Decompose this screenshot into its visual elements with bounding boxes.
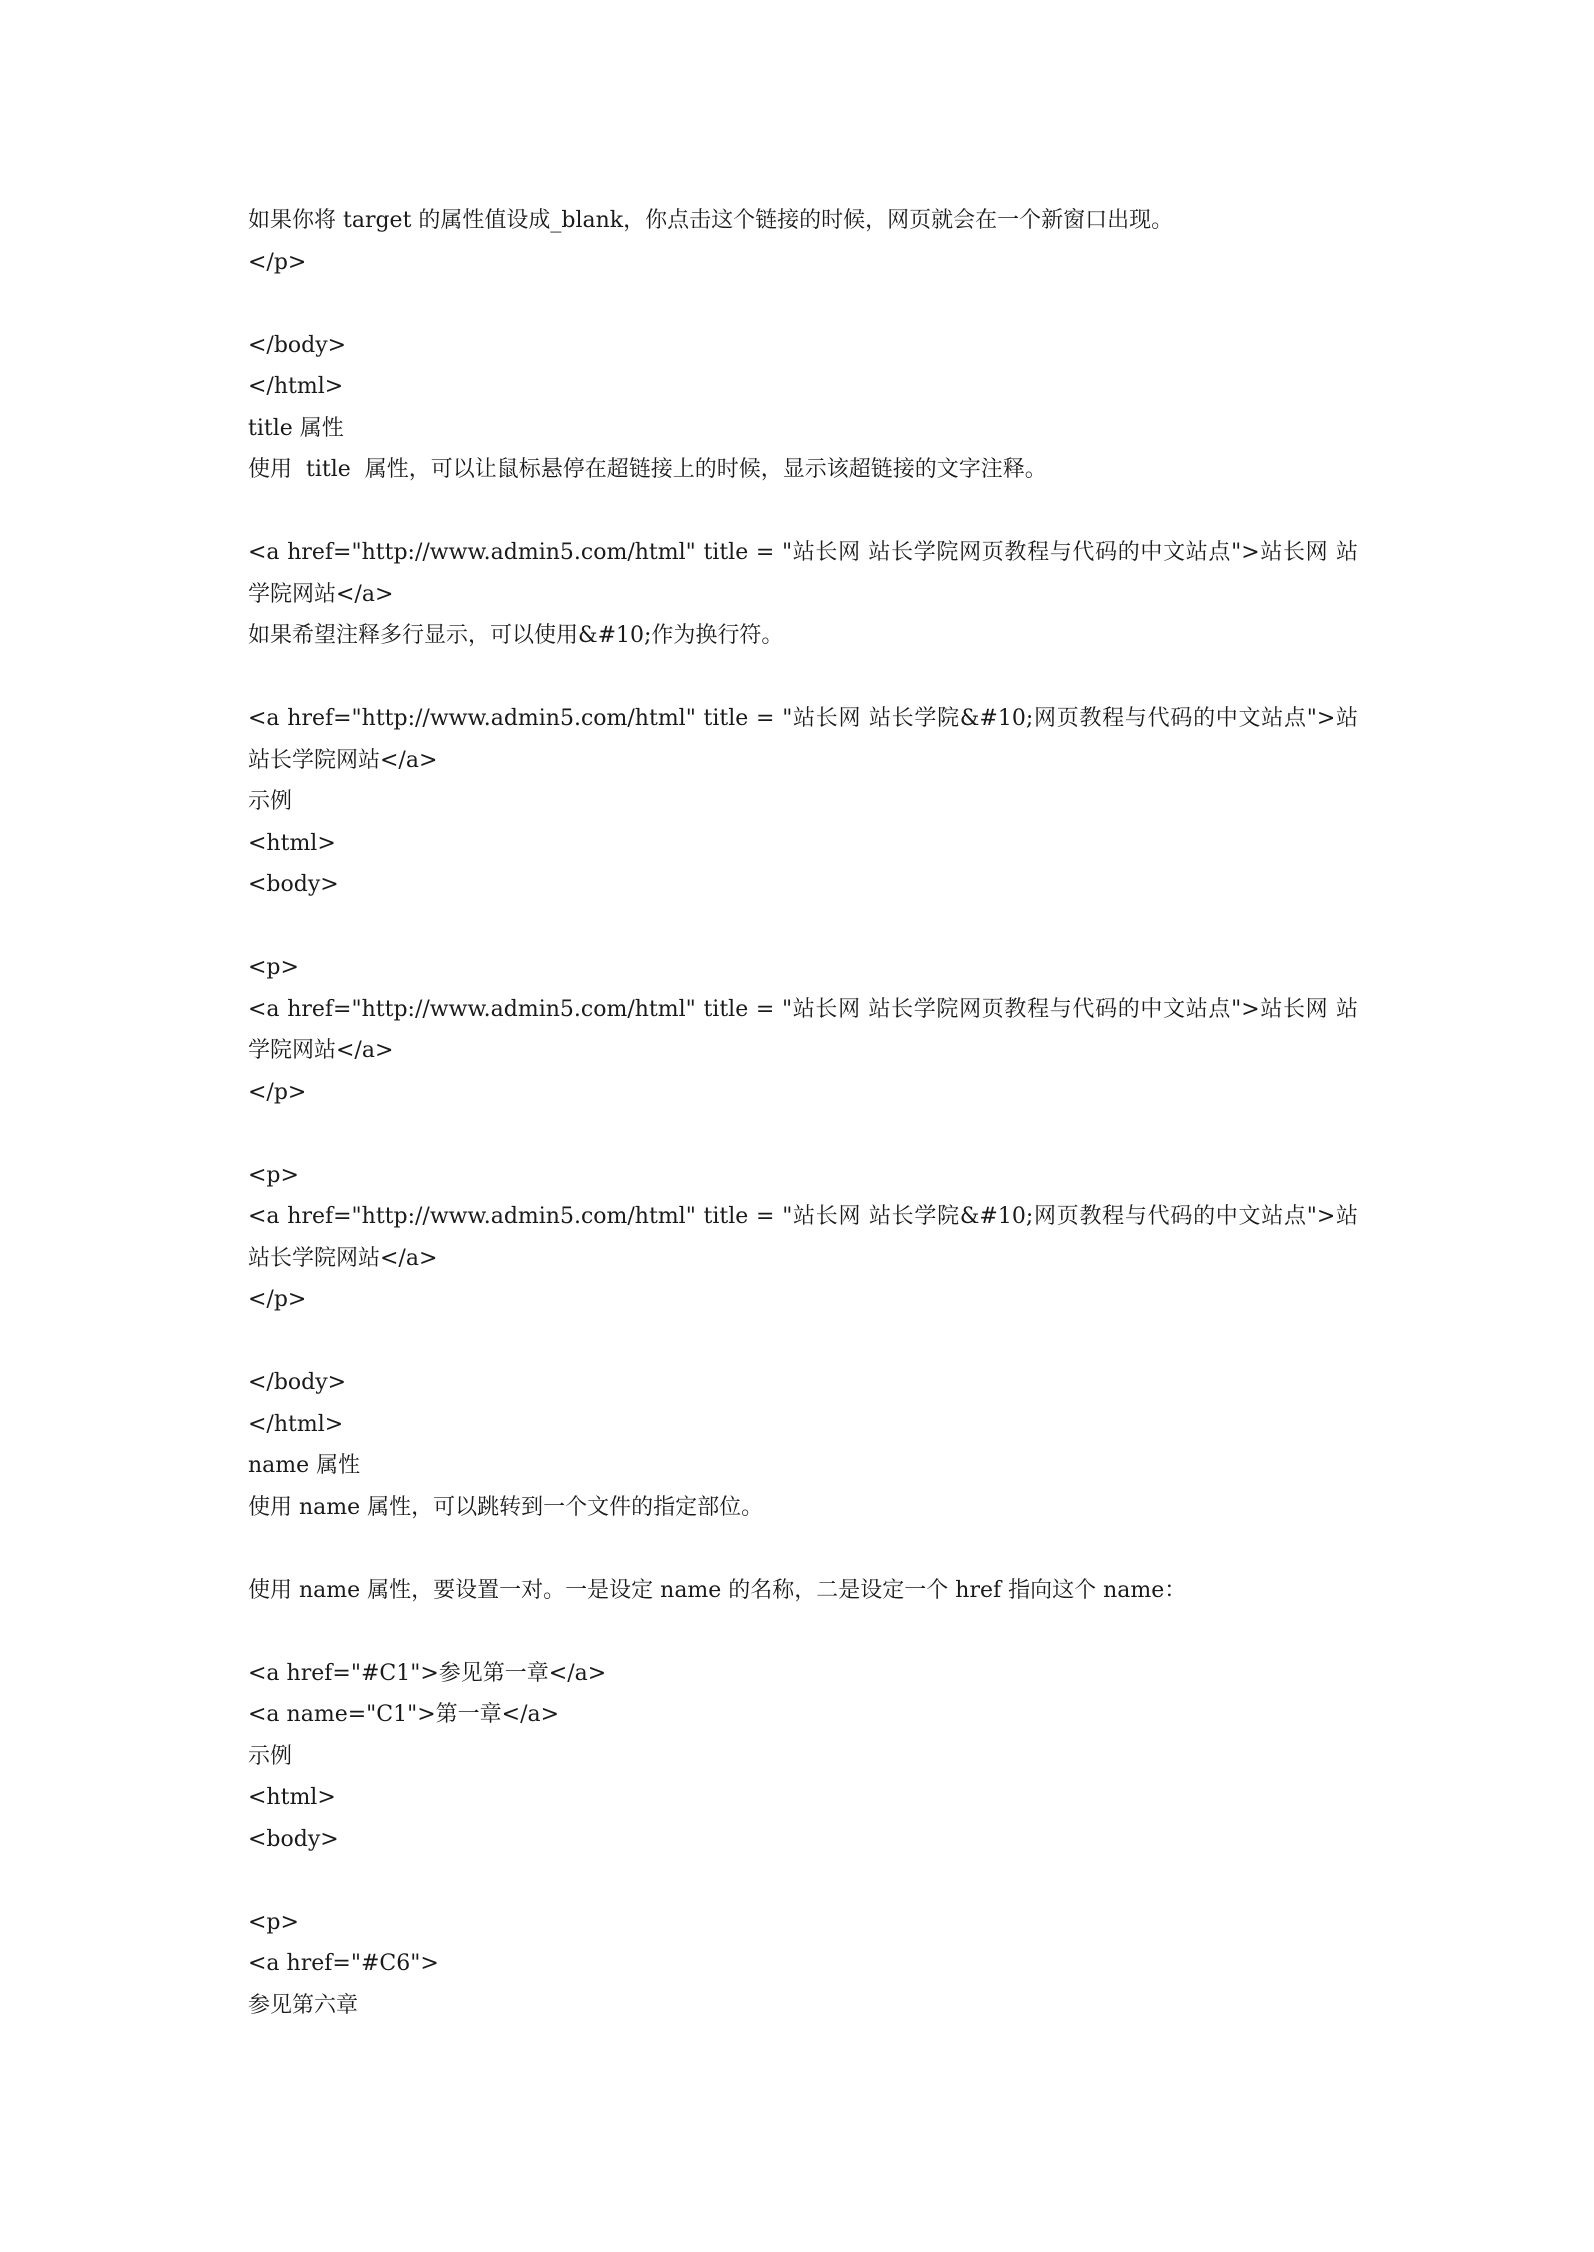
text-line: <a href="http://www.admin5.com/html" title = "站长网 站长学院&#10;网页教程与代码的中文站点">站: [248, 706, 1358, 731]
text-line: <a name="C1">第一章</a>: [248, 1702, 560, 1727]
text-line: title 属性: [248, 415, 344, 441]
text-line: 如果你将 target 的属性值设成_blank，你点击这个链接的时候，网页就会在一个新窗口出现。: [248, 208, 1174, 233]
text-line: <a href="#C1">参见第一章</a>: [248, 1660, 607, 1686]
blank-line: [248, 1611, 1358, 1653]
text-line: </html>: [248, 1411, 344, 1437]
text-line: <a href="http://www.admin5.com/html" title = "站长网 站长学院网页教程与代码的中文站点">站长网 站: [248, 540, 1358, 565]
blank-line: [248, 491, 1358, 533]
text-line: </p>: [248, 249, 307, 275]
text-line: 学院网站</a>: [248, 581, 394, 607]
text-line: </p>: [248, 1287, 307, 1312]
text-line: <body>: [248, 1826, 339, 1852]
text-line: </body>: [248, 332, 347, 358]
blank-line: [248, 283, 1358, 325]
text-line: 使用 title 属性，可以让鼠标悬停在超链接上的时候，显示该超链接的文字注释。: [248, 457, 1047, 482]
text-line: </p>: [248, 1079, 307, 1105]
text-line: <html>: [248, 1785, 336, 1810]
text-line: <a href="http://www.admin5.com/html" title = "站长网 站长学院网页教程与代码的中文站点">站长网 站: [248, 996, 1358, 1022]
text-line: <p>: [248, 1909, 299, 1935]
text-line: <a href="#C6">: [248, 1951, 439, 1976]
text-line: 站长学院网站</a>: [248, 747, 438, 773]
text-line: 示例: [248, 789, 293, 814]
text-line: 如果希望注释多行显示，可以使用&#10;作为换行符。: [248, 623, 784, 648]
blank-line: [248, 1528, 1358, 1570]
text-line: </html>: [248, 374, 344, 399]
text-line: <html>: [248, 830, 336, 856]
text-line: name 属性: [248, 1453, 361, 1478]
text-line: </body>: [248, 1370, 347, 1395]
text-line: 示例: [248, 1743, 293, 1769]
blank-line: [248, 906, 1358, 948]
text-line: <p>: [248, 1162, 299, 1188]
text-line: <p>: [248, 955, 299, 980]
text-line: <body>: [248, 872, 339, 897]
text-line: 站长学院网站</a>: [248, 1245, 438, 1271]
blank-line: [248, 657, 1358, 699]
blank-line: [248, 1113, 1358, 1155]
text-line: 使用 name 属性，要设置一对。一是设定 name 的名称，二是设定一个 href 指向这个 name：: [248, 1577, 1187, 1603]
document-body: [248, 200, 1358, 2026]
text-line: 学院网站</a>: [248, 1038, 394, 1063]
blank-line: [248, 1321, 1358, 1363]
blank-line: [248, 1860, 1358, 1902]
text-line: 使用 name 属性，可以跳转到一个文件的指定部位。: [248, 1494, 764, 1520]
text-line: 参见第六章: [248, 1992, 359, 2018]
text-line: <a href="http://www.admin5.com/html" title = "站长网 站长学院&#10;网页教程与代码的中文站点">站: [248, 1204, 1358, 1229]
